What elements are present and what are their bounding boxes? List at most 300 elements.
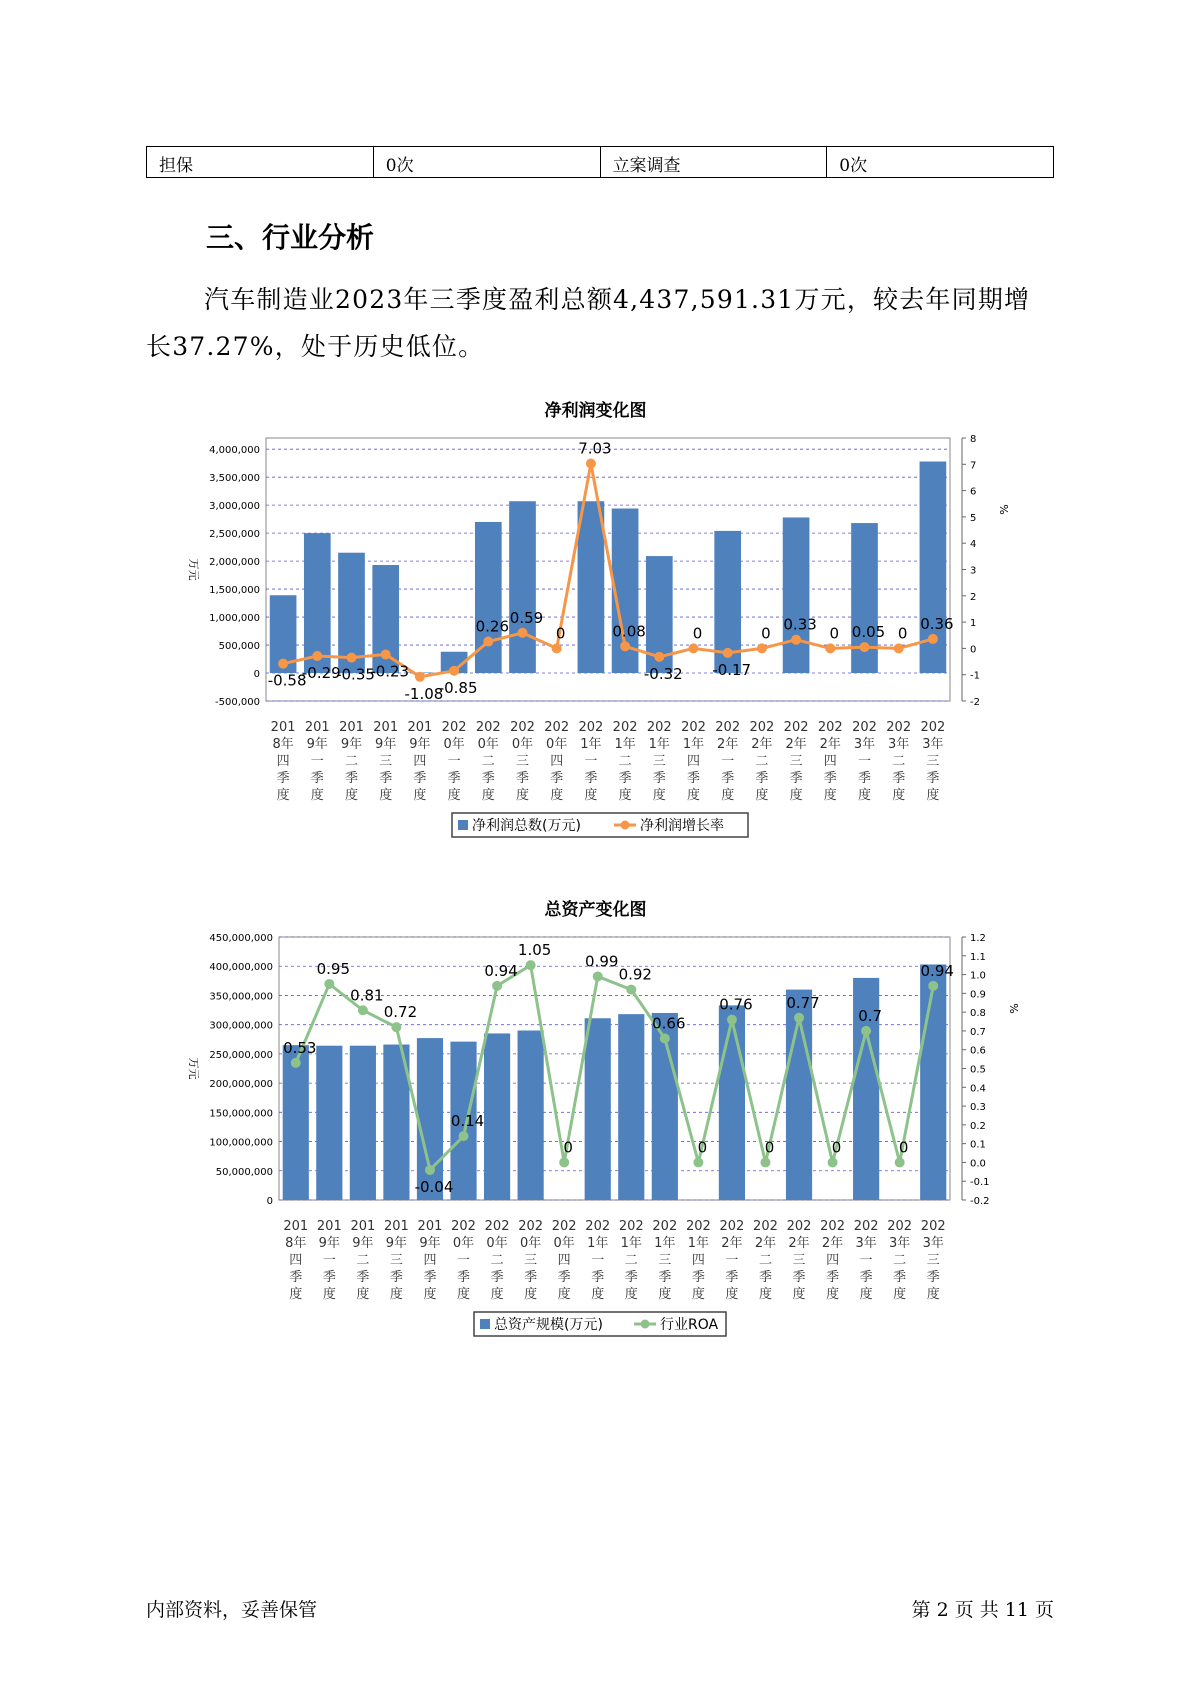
y-tick-label: 0 — [253, 669, 260, 681]
x-tick-label: 度 — [725, 1287, 739, 1302]
x-tick-label: 9年 — [306, 737, 328, 752]
x-tick-label: 三 — [379, 754, 393, 769]
x-tick-label: 二 — [758, 1253, 772, 1268]
line-point — [626, 985, 636, 995]
x-tick-label: 0年 — [553, 1236, 575, 1251]
data-label: 0 — [761, 624, 771, 643]
x-tick-label: 度 — [926, 1287, 940, 1302]
x-tick-label: 0年 — [546, 737, 568, 752]
legend-bar-swatch — [480, 1319, 490, 1329]
data-label: 0 — [897, 624, 908, 643]
x-tick-label: 度 — [584, 788, 598, 803]
x-tick-label: 201 — [270, 720, 296, 735]
y2-tick-label: 0.7 — [970, 1026, 986, 1038]
x-tick-label: 度 — [379, 788, 393, 803]
data-label: -0.32 — [643, 664, 683, 683]
x-tick-label: 季 — [423, 1270, 437, 1285]
x-tick-label: 度 — [344, 788, 359, 803]
line-point — [825, 643, 835, 653]
x-tick-label: 202 — [920, 720, 946, 735]
data-label: 0 — [898, 1138, 909, 1157]
data-label: 0.36 — [920, 614, 954, 633]
bar — [719, 1005, 745, 1200]
data-label: 0.66 — [652, 1014, 686, 1033]
bar — [618, 1014, 644, 1200]
data-label: 0.33 — [783, 615, 817, 634]
x-tick-label: 度 — [457, 1287, 471, 1302]
x-tick-label: 1年 — [682, 737, 705, 752]
y2-tick-label: 0.6 — [970, 1045, 986, 1057]
data-label: -0.29 — [301, 664, 341, 683]
x-tick-label: 202 — [646, 720, 672, 735]
x-tick-label: 202 — [817, 720, 843, 735]
x-tick-label: 度 — [413, 788, 427, 803]
line-point — [586, 459, 596, 469]
x-tick-label: 9年 — [409, 737, 431, 752]
x-tick-label: 一 — [322, 1253, 336, 1268]
x-tick-label: 3年 — [855, 1236, 877, 1251]
y2-tick-label: 8 — [970, 434, 977, 445]
bar — [518, 1031, 544, 1200]
x-tick-label: 202 — [852, 720, 877, 735]
y2-tick-label: 6 — [970, 486, 977, 498]
x-tick-label: 1年 — [587, 1236, 609, 1251]
x-tick-label: 3年 — [922, 737, 944, 752]
x-tick-label: 度 — [789, 788, 803, 803]
legend-bar-label: 总资产规模(万元) — [494, 1317, 603, 1333]
line-point — [895, 1157, 905, 1167]
y-tick-label: 300,000,000 — [209, 1020, 273, 1032]
x-tick-label: 201 — [304, 720, 330, 735]
y2-tick-label: 3 — [970, 565, 977, 577]
y-tick-label: 3,500,000 — [209, 473, 260, 485]
data-label: -0.35 — [336, 665, 375, 684]
plot-area — [279, 937, 950, 1200]
x-tick-label: 2年 — [751, 737, 773, 752]
line-point — [861, 1026, 871, 1036]
x-tick-label: 季 — [892, 771, 906, 786]
x-tick-label: 0年 — [443, 737, 465, 752]
x-tick-label: 四 — [823, 754, 837, 769]
x-tick-label: 四 — [276, 754, 290, 769]
x-tick-label: 2年 — [821, 1236, 844, 1251]
x-tick-label: 季 — [859, 1270, 873, 1285]
x-tick-label: 季 — [524, 1270, 538, 1285]
y2-tick-label: 1.2 — [970, 933, 986, 944]
y2-tick-label: 2 — [970, 591, 977, 603]
bar — [283, 1045, 309, 1200]
y2-tick-label: 4 — [970, 539, 977, 551]
x-tick-label: 季 — [447, 771, 461, 786]
x-tick-label: 四 — [289, 1253, 303, 1268]
x-tick-label: 度 — [423, 1287, 437, 1302]
x-tick-label: 四 — [686, 754, 701, 769]
x-tick-label: 9年 — [352, 1236, 374, 1251]
x-tick-label: 二 — [755, 754, 769, 769]
x-tick-label: 度 — [792, 1287, 806, 1302]
x-tick-label: 季 — [550, 771, 564, 786]
x-tick-label: 3年 — [922, 1236, 944, 1251]
line-point — [760, 1157, 770, 1167]
y2-tick-label: 1 — [970, 618, 977, 630]
x-tick-label: 度 — [591, 1287, 605, 1302]
x-tick-label: 9年 — [419, 1236, 441, 1251]
data-label: 0.26 — [475, 617, 510, 636]
x-tick-label: 度 — [550, 788, 564, 803]
x-tick-label: 季 — [379, 771, 393, 786]
x-tick-label: 一 — [725, 1253, 739, 1268]
legend-line-marker — [621, 821, 630, 830]
line-point — [593, 971, 603, 981]
data-label: 0.99 — [585, 952, 619, 971]
x-tick-label: 季 — [826, 1270, 840, 1285]
x-tick-label: 度 — [755, 788, 769, 803]
x-tick-label: 9年 — [318, 1236, 340, 1251]
line-point — [459, 1131, 469, 1141]
line-point — [278, 659, 288, 669]
x-tick-label: 季 — [515, 771, 530, 786]
x-tick-label: 度 — [823, 788, 837, 803]
x-tick-label: 0年 — [486, 1236, 508, 1251]
line-point — [312, 651, 322, 661]
legend-bar-swatch — [458, 820, 468, 830]
y-tick-label: 1,500,000 — [209, 585, 260, 597]
data-label: 0.94 — [484, 961, 518, 980]
line-point — [415, 672, 425, 682]
x-tick-label: 季 — [481, 771, 495, 786]
chart-title-profit: 净利润变化图 — [544, 401, 647, 421]
bar — [920, 964, 946, 1200]
bar — [585, 1018, 611, 1200]
line-point — [660, 1033, 670, 1043]
x-tick-label: 1年 — [620, 1236, 642, 1251]
line-point — [552, 643, 562, 653]
x-tick-label: 202 — [484, 1219, 510, 1234]
x-tick-label: 度 — [322, 1287, 336, 1302]
x-tick-label: 202 — [820, 1219, 845, 1234]
line-point — [689, 643, 699, 653]
x-tick-label: 季 — [789, 771, 803, 786]
x-tick-label: 二 — [344, 754, 359, 769]
x-tick-label: 季 — [322, 1270, 336, 1285]
line-point — [518, 628, 528, 638]
data-label: -1.08 — [404, 684, 444, 703]
chart-title-assets: 总资产变化图 — [544, 900, 647, 920]
data-label: 0.92 — [618, 965, 652, 984]
data-label: 0.72 — [383, 1003, 418, 1022]
data-label: 0.05 — [851, 623, 886, 642]
x-tick-label: 四 — [413, 754, 427, 769]
x-tick-label: 三 — [524, 1253, 538, 1268]
x-tick-label: 季 — [926, 1270, 940, 1285]
x-tick-label: 201 — [283, 1219, 309, 1234]
x-tick-label: 季 — [344, 771, 359, 786]
x-tick-label: 3年 — [889, 1236, 911, 1251]
line-point — [894, 643, 904, 653]
data-label: 0.77 — [786, 993, 820, 1012]
x-tick-label: 202 — [451, 1219, 476, 1234]
y-tick-label: 4,000,000 — [209, 445, 260, 457]
x-tick-label: 0年 — [519, 1236, 542, 1251]
x-tick-label: 季 — [792, 1270, 806, 1285]
bar — [484, 1033, 510, 1200]
x-tick-label: 2年 — [754, 1236, 777, 1251]
x-tick-label: 度 — [356, 1287, 370, 1302]
x-tick-label: 季 — [356, 1270, 370, 1285]
x-tick-label: 度 — [892, 788, 906, 803]
bar — [417, 1038, 443, 1200]
x-tick-label: 四 — [557, 1253, 571, 1268]
x-tick-label: 三 — [926, 754, 940, 769]
x-tick-label: 202 — [618, 1219, 644, 1234]
y-tick-label: 150,000,000 — [209, 1108, 273, 1120]
y2-tick-label: 0.2 — [970, 1120, 986, 1132]
legend-line-label: 行业ROA — [660, 1317, 719, 1333]
x-tick-label: 四 — [691, 1253, 705, 1268]
x-tick-label: 度 — [691, 1287, 705, 1302]
x-tick-label: 季 — [658, 1270, 672, 1285]
y-tick-label: 0 — [266, 1196, 273, 1207]
x-tick-label: 2年 — [785, 737, 807, 752]
x-tick-label: 度 — [618, 788, 632, 803]
x-tick-label: 度 — [557, 1287, 571, 1302]
x-tick-label: 四 — [826, 1253, 840, 1268]
x-tick-label: 三 — [652, 754, 666, 769]
y2-tick-label: 1.0 — [970, 970, 986, 982]
table-cell: 立案调查 — [600, 147, 827, 178]
line-point — [794, 1013, 804, 1023]
x-tick-label: 一 — [721, 754, 735, 769]
x-tick-label: 度 — [686, 788, 701, 803]
x-tick-label: 三 — [789, 754, 803, 769]
footer-left: 内部资料，妥善保管 — [146, 1599, 318, 1621]
y2-tick-label: 0.1 — [970, 1139, 986, 1151]
x-tick-label: 202 — [749, 720, 775, 735]
y-tick-label: 450,000,000 — [209, 933, 273, 944]
table-cell: 担保 — [147, 147, 374, 178]
data-label: 7.03 — [578, 439, 612, 458]
x-tick-label: 1年 — [648, 737, 670, 752]
x-tick-label: 3年 — [888, 737, 910, 752]
line-point — [928, 981, 938, 991]
section-heading: 三、行业分析 — [206, 221, 375, 254]
data-label: 0.08 — [612, 622, 646, 641]
y2-tick-label: -2 — [970, 697, 980, 708]
x-tick-label: 二 — [618, 754, 632, 769]
x-tick-label: 二 — [892, 754, 906, 769]
data-label: 0.14 — [450, 1112, 485, 1131]
y-tick-label: 100,000,000 — [209, 1137, 273, 1149]
x-tick-label: 季 — [725, 1270, 739, 1285]
x-tick-label: 201 — [384, 1219, 409, 1234]
x-tick-label: 202 — [585, 1219, 611, 1234]
info-table — [146, 146, 1054, 178]
data-label: -0.58 — [267, 671, 307, 690]
x-tick-label: 202 — [441, 720, 467, 735]
data-label: 0 — [555, 624, 566, 643]
x-tick-label: 季 — [490, 1270, 504, 1285]
x-tick-label: 季 — [755, 771, 769, 786]
x-tick-label: 一 — [591, 1253, 605, 1268]
x-tick-label: 季 — [413, 771, 427, 786]
x-tick-label: 202 — [510, 720, 535, 735]
x-tick-label: 202 — [853, 1219, 879, 1234]
data-label: 0.94 — [920, 961, 954, 980]
x-tick-label: 度 — [758, 1287, 772, 1302]
x-tick-label: 二 — [481, 754, 495, 769]
x-tick-label: 度 — [524, 1287, 538, 1302]
line-point — [791, 635, 801, 645]
line-point — [425, 1165, 435, 1175]
x-tick-label: 三 — [926, 1253, 940, 1268]
assets-chart — [0, 919, 1191, 1344]
x-tick-label: 度 — [826, 1287, 840, 1302]
line-point — [693, 1157, 703, 1167]
x-tick-label: 季 — [310, 771, 324, 786]
x-tick-label: 度 — [652, 788, 666, 803]
x-tick-label: 201 — [417, 1219, 443, 1234]
legend-line-marker — [641, 1320, 650, 1329]
data-label: 1.05 — [517, 941, 552, 960]
x-tick-label: 季 — [276, 771, 290, 786]
data-label: 0.59 — [509, 608, 544, 627]
y2-tick-label: 0.5 — [970, 1064, 986, 1076]
table-cell: 0次 — [373, 147, 600, 178]
x-tick-label: 季 — [926, 771, 940, 786]
x-tick-label: 季 — [557, 1270, 571, 1285]
x-tick-label: 3年 — [853, 737, 876, 752]
y-tick-label: 2,000,000 — [209, 557, 260, 569]
y2-axis-title: % — [997, 504, 1010, 515]
line-point — [757, 643, 767, 653]
x-tick-label: 一 — [859, 1253, 873, 1268]
y-tick-label: 500,000 — [218, 641, 260, 653]
x-tick-label: 季 — [691, 1270, 705, 1285]
x-tick-label: 度 — [490, 1287, 504, 1302]
x-tick-label: 季 — [584, 771, 598, 786]
x-tick-label: 202 — [920, 1219, 946, 1234]
y2-tick-label: 0 — [970, 644, 977, 656]
line-point — [381, 649, 391, 659]
x-tick-label: 202 — [681, 720, 706, 735]
x-tick-label: 202 — [886, 720, 912, 735]
x-tick-label: 1年 — [654, 1236, 676, 1251]
x-tick-label: 度 — [893, 1287, 907, 1302]
data-label: 0 — [563, 1138, 573, 1157]
x-tick-label: 201 — [339, 720, 364, 735]
x-tick-label: 202 — [715, 720, 741, 735]
x-tick-label: 季 — [686, 771, 701, 786]
x-tick-label: 二 — [356, 1253, 370, 1268]
footer-page-number: 第 2 页 共 11 页 — [911, 1599, 1054, 1621]
x-tick-label: 9年 — [340, 737, 363, 752]
y-tick-label: 1,000,000 — [209, 613, 260, 625]
x-tick-label: 季 — [652, 771, 666, 786]
x-tick-label: 202 — [783, 720, 809, 735]
line-point — [723, 648, 733, 658]
x-tick-label: 度 — [624, 1287, 638, 1302]
x-tick-label: 0年 — [477, 737, 499, 752]
data-label: 0.95 — [316, 959, 351, 978]
line-point — [483, 637, 493, 647]
x-tick-label: 一 — [310, 754, 324, 769]
line-point — [324, 979, 334, 989]
y2-tick-label: 7 — [970, 460, 977, 472]
x-tick-label: 度 — [276, 788, 290, 803]
x-tick-label: 季 — [721, 771, 735, 786]
x-tick-label: 9年 — [385, 1236, 408, 1251]
data-label: 0 — [764, 1138, 775, 1157]
bar — [578, 501, 605, 673]
line-point — [492, 981, 502, 991]
x-tick-label: 度 — [859, 1287, 873, 1302]
x-tick-label: 202 — [753, 1219, 778, 1234]
data-label: 0.76 — [719, 995, 753, 1014]
data-label: -0.17 — [712, 660, 752, 679]
y-tick-label: 3,000,000 — [209, 501, 260, 513]
line-point — [828, 1157, 838, 1167]
x-tick-label: 三 — [389, 1253, 403, 1268]
line-point — [620, 641, 630, 651]
y-tick-label: 350,000,000 — [209, 991, 273, 1003]
x-tick-label: 度 — [515, 788, 530, 803]
data-label: 0 — [692, 624, 703, 643]
line-point — [347, 653, 357, 663]
line-point — [449, 666, 459, 676]
bar — [783, 517, 810, 673]
y2-tick-label: 0.3 — [970, 1102, 986, 1114]
x-tick-label: 季 — [289, 1270, 303, 1285]
x-tick-label: 季 — [389, 1270, 403, 1285]
data-label: -0.04 — [414, 1177, 454, 1196]
x-tick-label: 度 — [857, 788, 872, 803]
data-label: 0.81 — [350, 986, 384, 1005]
x-tick-label: 三 — [658, 1253, 672, 1268]
data-label: -0.85 — [438, 678, 478, 697]
y2-tick-label: 0.8 — [970, 1008, 986, 1020]
x-tick-label: 四 — [550, 754, 564, 769]
x-tick-label: 202 — [685, 1219, 711, 1234]
x-tick-label: 季 — [857, 771, 872, 786]
x-tick-label: 202 — [544, 720, 570, 735]
x-tick-label: 2年 — [788, 1236, 810, 1251]
x-tick-label: 201 — [316, 1219, 342, 1234]
x-tick-label: 二 — [624, 1253, 638, 1268]
x-tick-label: 季 — [893, 1270, 907, 1285]
x-tick-label: 季 — [457, 1270, 471, 1285]
y2-tick-label: 5 — [970, 512, 977, 524]
x-tick-label: 一 — [447, 754, 461, 769]
x-tick-label: 度 — [926, 788, 940, 803]
legend-line-label: 净利润增长率 — [640, 818, 724, 834]
bar — [316, 1046, 342, 1200]
x-tick-label: 季 — [823, 771, 837, 786]
x-tick-label: 202 — [551, 1219, 577, 1234]
x-tick-label: 1年 — [580, 737, 602, 752]
profit-chart — [0, 420, 1191, 840]
line-point — [727, 1015, 737, 1025]
x-tick-label: 三 — [792, 1253, 806, 1268]
y-tick-label: 2,500,000 — [209, 529, 260, 541]
line-point — [291, 1058, 301, 1068]
x-tick-label: 二 — [490, 1253, 504, 1268]
x-tick-label: 度 — [310, 788, 324, 803]
y2-tick-label: -0.2 — [970, 1196, 990, 1207]
data-label: 0 — [697, 1138, 708, 1157]
data-label: 0.7 — [858, 1006, 883, 1025]
x-tick-label: 9年 — [375, 737, 397, 752]
x-tick-label: 三 — [515, 754, 530, 769]
